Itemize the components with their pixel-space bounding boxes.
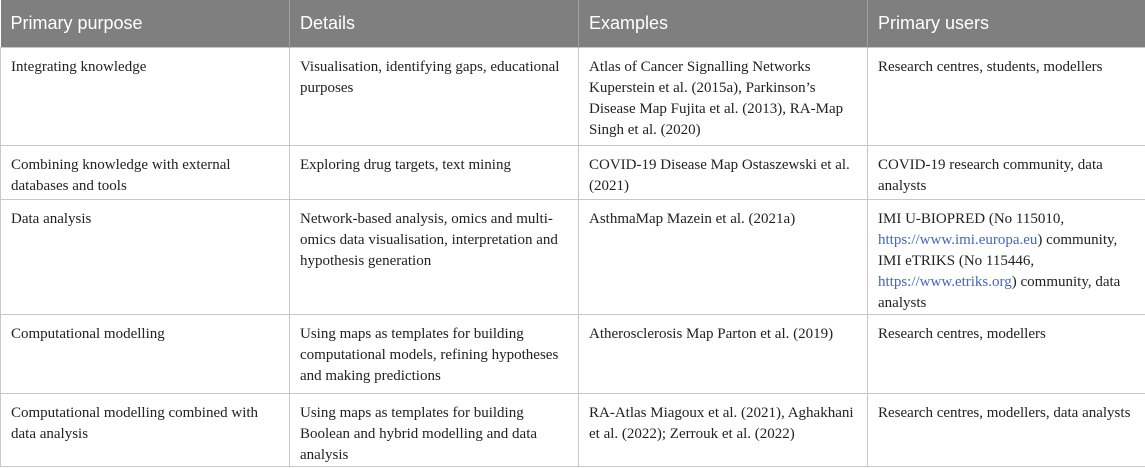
cell-examples: Atlas of Cancer Signalling Networks Kuperstein et al. (2015a), Parkinson’s Disease Map Fujita et al. (2013), RA-Map Singh et al. (2020) [579,48,868,146]
table-row [1,200,1145,315]
users-text: ) community, IMI eTRIKS (No 115446, [878,232,1118,269]
cell-purpose: Integrating knowledge [1,48,290,146]
table-row [1,394,1145,467]
etriks-link[interactable]: https://www.etriks.org [878,274,1012,290]
cell-details: Exploring drug targets, text mining [290,146,579,200]
cell-users: Research centres, students, modellers [868,48,1145,146]
cell-users: Research centres, modellers [868,315,1145,394]
header-details: Details [290,0,579,48]
cell-users: Research centres, modellers, data analysts [868,394,1145,467]
table-row [1,48,1145,146]
cell-purpose: Computational modelling [1,315,290,394]
cell-details: Using maps as templates for building computational models, refining hypotheses and making predictions [290,315,579,394]
cell-examples: Atherosclerosis Map Parton et al. (2019) [579,315,868,394]
cell-details: Using maps as templates for building Boolean and hybrid modelling and data analysis [290,394,579,467]
header-row [1,0,1145,48]
table-row [1,315,1145,394]
header-examples: Examples [579,0,868,48]
cell-details: Visualisation, identifying gaps, educational purposes [290,48,579,146]
imi-link[interactable]: https://www.imi.europa.eu [878,232,1038,248]
cell-examples: COVID-19 Disease Map Ostaszewski et al. (2021) [579,146,868,200]
cell-users [868,200,1145,315]
cell-purpose: Combining knowledge with external databases and tools [1,146,290,200]
cell-examples: RA-Atlas Miagoux et al. (2021), Aghakhani et al. (2022); Zerrouk et al. (2022) [579,394,868,467]
users-text: IMI U-BIOPRED (No 115010, [878,211,1065,227]
cell-users: COVID-19 research community, data analysts [868,146,1145,200]
users-text: ) community, data analysts [878,274,1121,311]
table-row [1,146,1145,200]
header-primary-users: Primary users [868,0,1145,48]
cell-purpose: Data analysis [1,200,290,315]
cell-examples: AsthmaMap Mazein et al. (2021a) [579,200,868,315]
cell-details: Network-based analysis, omics and multi-omics data visualisation, interpretation and hypothesis generation [290,200,579,315]
cell-purpose: Computational modelling combined with data analysis [1,394,290,467]
header-primary-purpose: Primary purpose [1,0,290,48]
